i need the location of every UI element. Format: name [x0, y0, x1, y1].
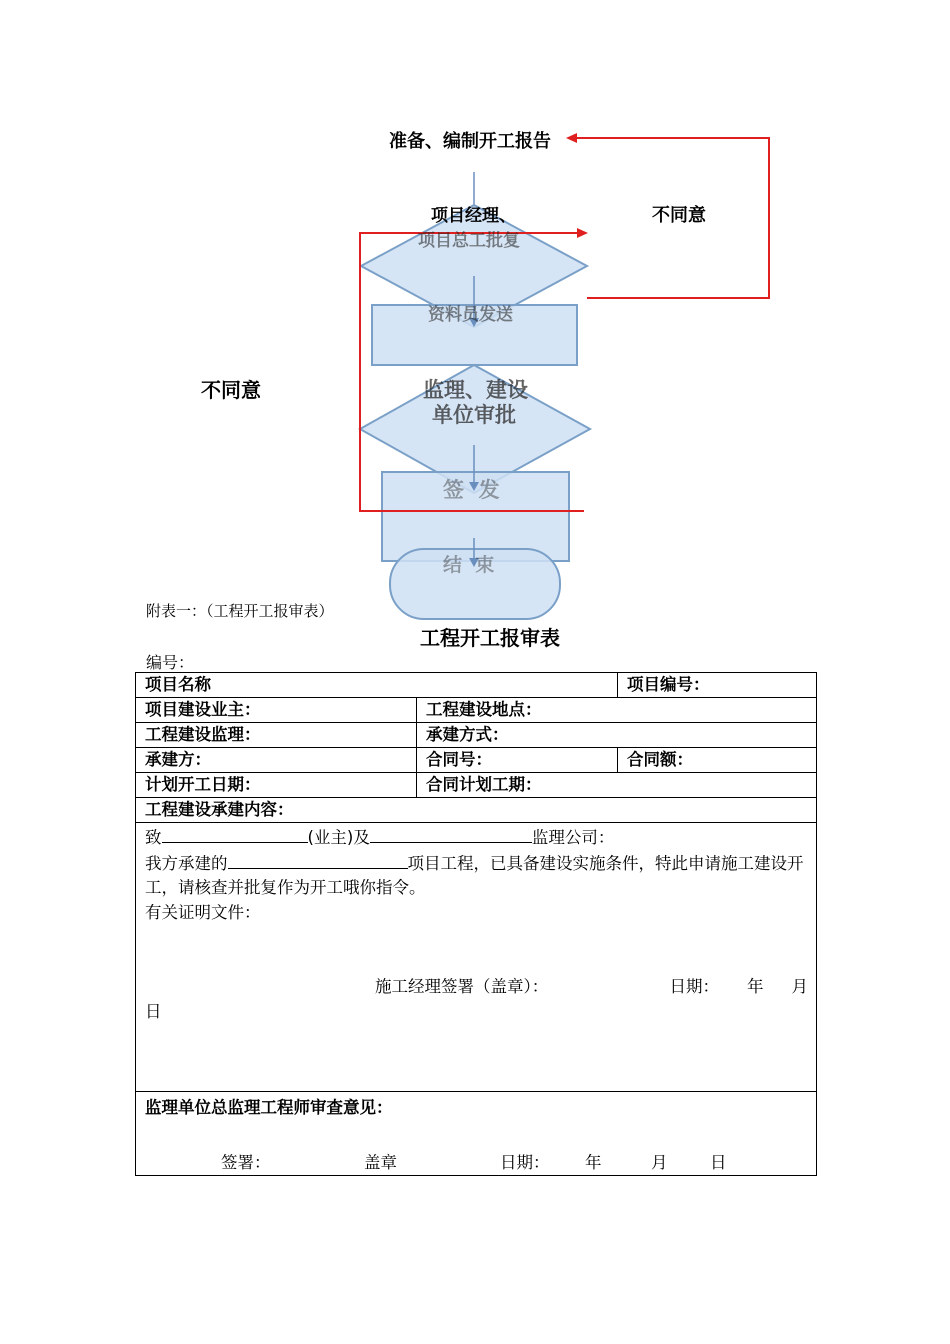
- application-letter-cell: [136, 823, 817, 1092]
- sup-month-label: 月: [651, 1152, 668, 1172]
- letter-we-built: 我方承建的: [145, 853, 228, 873]
- arrowhead-red: [577, 228, 588, 238]
- year-label: 年: [747, 977, 764, 996]
- form-title: 工程开工报审表: [420, 626, 560, 650]
- letter-to-line: [145, 825, 808, 851]
- appendix-caption: 附表一：（工程开工报审表）: [146, 602, 334, 620]
- site-cell: 工程建设地点：: [417, 698, 817, 723]
- supervisor-opinion-label: 监理单位总监理工程师审查意见：: [145, 1098, 393, 1117]
- month-label: 月: [791, 977, 808, 996]
- scope-cell: 工程建设承建内容：: [136, 798, 817, 823]
- letter-supervision-co: 监理公司：: [531, 828, 615, 847]
- letter-owner-paren: (业主)及: [307, 828, 370, 847]
- sup-seal-label: 盖章: [364, 1152, 397, 1172]
- planned-start-cell: 计划开工日期：: [136, 773, 417, 798]
- supervisor-signature-line: [145, 1151, 808, 1176]
- date-label: 日期：: [669, 977, 719, 996]
- flow-pm-line1: 项目经理、: [431, 206, 516, 226]
- flow-supervise-line2: 单位审批: [432, 403, 516, 427]
- flow-disagree-right: 不同意: [652, 205, 706, 226]
- contract-no-cell: 合同号：: [417, 748, 618, 773]
- flow-sign-label: 签 发: [443, 478, 500, 502]
- sup-year-label: 年: [585, 1152, 602, 1172]
- flow-send-label: 资料员发送: [428, 305, 513, 325]
- contract-period-cell: 合同计划工期：: [417, 773, 817, 798]
- sup-sign-label: 签署：: [221, 1152, 271, 1172]
- flow-supervise-line1: 监理、建设: [423, 378, 528, 402]
- sup-day-label: 日: [710, 1152, 727, 1172]
- letter-body: [145, 851, 808, 901]
- letter-body-rest: 项目工程，已具备建设实施条件，特此申请施工建设开工，请核查并批复作为开工哦你指令。: [145, 853, 804, 897]
- project-no-cell: 项目编号：: [618, 673, 817, 698]
- flow-end-label: 结 束: [443, 554, 495, 576]
- contract-amount-cell: 合同额：: [618, 748, 817, 773]
- contract-mode-cell: 承建方式：: [417, 723, 817, 748]
- contractor-cell: 承建方：: [136, 748, 417, 773]
- owner-cell: 项目建设业主：: [136, 698, 417, 723]
- number-label: 编号：: [146, 653, 195, 672]
- supervision-blank[interactable]: [370, 825, 532, 843]
- letter-docs: 有关证明文件：: [145, 902, 261, 922]
- flow-start-label: 准备、编制开工报告: [389, 131, 551, 152]
- letter-to: 致: [145, 828, 162, 847]
- supervisor-cell: 工程建设监理：: [136, 723, 417, 748]
- owner-blank[interactable]: [162, 825, 308, 843]
- project-blank[interactable]: [228, 851, 408, 869]
- supervisor-opinion-cell: [136, 1092, 817, 1176]
- start-approval-form: [135, 672, 817, 1176]
- pm-sign-label: 施工经理签署（盖章）：: [375, 977, 549, 996]
- project-name-cell: 项目名称: [136, 673, 618, 698]
- flow-pm-line2: 项目总工批复: [418, 231, 520, 251]
- day-label: 日: [145, 1001, 162, 1021]
- arrowhead-red: [566, 133, 577, 143]
- sup-date-label: 日期：: [500, 1152, 550, 1172]
- pm-signature-line: [145, 975, 808, 1000]
- flow-disagree-left: 不同意: [201, 378, 261, 402]
